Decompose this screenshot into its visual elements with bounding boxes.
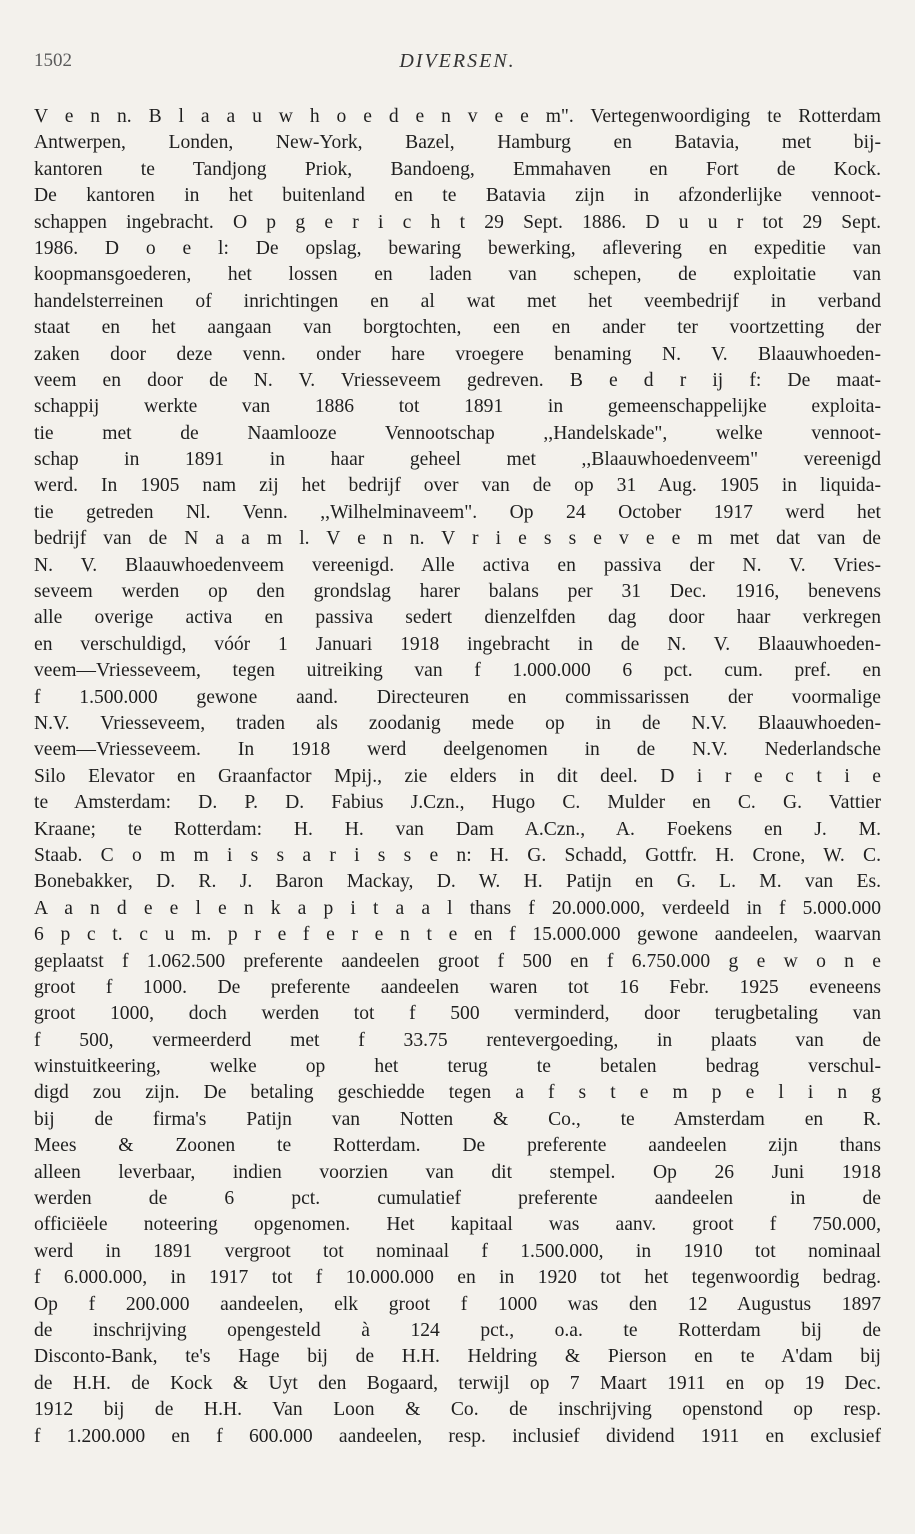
text-line: A a n d e e l e n k a p i t a a l thans f 20.000.000, verdeeld in f 5.000.000 [34,897,881,919]
page-number: 1502 [34,50,72,71]
text-line: groot 1000, doch werden tot f 500 verminderd, door terugbetaling van [34,1003,881,1025]
text-line: 6 p c t. c u m. p r e f e r e n t e en f 15.000.000 gewone aandeelen, waarvan [34,924,881,946]
text-line: te Amsterdam: D. P. D. Fabius J.Czn., Hugo C. Mulder en C. G. Vattier [34,792,881,814]
text-line: tie getreden Nl. Venn. ,,Wilhelminaveem". Op 24 October 1917 werd het [34,501,881,523]
text-line: schappen ingebracht. O p g e r i c h t 29 Sept. 1886. D u u r tot 29 Sept. [34,211,881,233]
text-line: Silo Elevator en Graanfactor Mpij., zie elders in dit deel. D i r e c t i e [34,765,881,787]
text-line: zaken door deze venn. onder hare vroegere benaming N. V. Blaauwhoeden- [34,343,881,365]
text-line: en verschuldigd, vóór 1 Januari 1918 ingebracht in de N. V. Blaauwhoeden- [34,633,881,655]
text-line: f 500, vermeerderd met f 33.75 rentevergoeding, in plaats van de [34,1029,881,1051]
text-line: De kantoren in het buitenland en te Batavia zijn in afzonderlijke vennoot- [34,185,881,207]
text-line: bij de firma's Patijn van Notten & Co., te Amsterdam en R. [34,1108,881,1130]
running-title: DIVERSEN. [399,50,516,72]
text-line: 1986. D o e l: De opslag, bewaring bewerking, aflevering en expeditie van [34,237,881,259]
text-line: f 1.500.000 gewone aand. Directeuren en commissarissen der voormalige [34,686,881,708]
text-line: Staab. C o m m i s s a r i s s e n: H. G. Schadd, Gottfr. H. Crone, W. C. [34,844,881,866]
text-line: veem en door de N. V. Vriesseveem gedreven. B e d r ij f: De maat- [34,369,881,391]
text-line: werd. In 1905 nam zij het bedrijf over van de op 31 Aug. 1905 in liquida- [34,475,881,497]
body-text [34,104,881,1450]
text-line: N. V. Blaauwhoedenveem vereenigd. Alle activa en passiva der N. V. Vries- [34,554,881,576]
text-line: schap in 1891 in haar geheel met ,,Blaauwhoedenveem" vereenigd [34,449,881,471]
text-line: Bonebakker, D. R. J. Baron Mackay, D. W. H. Patijn en G. L. M. van Es. [34,871,881,893]
text-line: werden de 6 pct. cumulatief preferente aandeelen in de [34,1188,881,1210]
text-line: Antwerpen, Londen, New-York, Bazel, Hamburg en Batavia, met bij- [34,132,881,154]
text-line: werd in 1891 vergroot tot nominaal f 1.500.000, in 1910 tot nominaal [34,1240,881,1262]
page-header [34,48,881,86]
text-line: alle overige activa en passiva sedert dienzelfden dag door haar verkregen [34,607,881,629]
text-line: seveem werden op den grondslag harer balans per 31 Dec. 1916, benevens [34,581,881,603]
text-line: digd zou zijn. De betaling geschiedde tegen a f s t e m p e l i n g [34,1082,881,1104]
text-line: de H.H. de Kock & Uyt den Bogaard, terwijl op 7 Maart 1911 en op 19 Dec. [34,1372,881,1394]
text-line: alleen leverbaar, indien voorzien van dit stempel. Op 26 Juni 1918 [34,1161,881,1183]
text-line: staat en het aangaan van borgtochten, een en ander ter voortzetting der [34,317,881,339]
text-line: f 6.000.000, in 1917 tot f 10.000.000 en in 1920 tot het tegenwoordig bedrag. [34,1267,881,1289]
text-line: V e n n. B l a a u w h o e d e n v e e m". Vertegenwoordiging te Rotterdam [34,106,881,127]
text-line: Kraane; te Rotterdam: H. H. van Dam A.Czn., A. Foekens en J. M. [34,818,881,840]
text-line: Mees & Zoonen te Rotterdam. De preferente aandeelen zijn thans [34,1135,881,1157]
text-line: schappij werkte van 1886 tot 1891 in gemeenschappelijke exploita- [34,396,881,418]
text-line: groot f 1000. De preferente aandeelen waren tot 16 Febr. 1925 eveneens [34,976,881,998]
text-line: veem—Vriesseveem, tegen uitreiking van f 1.000.000 6 pct. cum. pref. en [34,660,881,682]
text-line: bedrijf van de N a a m l. V e n n. V r i e s s e v e e m met dat van de [34,528,881,550]
text-line: geplaatst f 1.062.500 preferente aandeelen groot f 500 en f 6.750.000 g e w o n e [34,950,881,972]
text-line: winstuitkeering, welke op het terug te betalen bedrag verschul- [34,1056,881,1078]
text-line: veem—Vriesseveem. In 1918 werd deelgenomen in de N.V. Nederlandsche [34,739,881,761]
text-line: 1912 bij de H.H. Van Loon & Co. de inschrijving openstond op resp. [34,1399,881,1421]
text-line: officiëele noteering opgenomen. Het kapitaal was aanv. groot f 750.000, [34,1214,881,1236]
text-line: f 1.200.000 en f 600.000 aandeelen, resp. inclusief dividend 1911 en exclusief [34,1425,881,1447]
text-line: de inschrijving opengesteld à 124 pct., o.a. te Rotterdam bij de [34,1319,881,1341]
text-line: Op f 200.000 aandeelen, elk groot f 1000 was den 12 Augustus 1897 [34,1293,881,1315]
text-line: kantoren te Tandjong Priok, Bandoeng, Emmahaven en Fort de Kock. [34,158,881,180]
text-line: handelsterreinen of inrichtingen en al wat met het veembedrijf in verband [34,290,881,312]
text-line: tie met de Naamlooze Vennootschap ,,Handelskade", welke vennoot- [34,422,881,444]
text-line: koopmansgoederen, het lossen en laden van schepen, de exploitatie van [34,264,881,286]
text-line: N.V. Vriesseveem, traden als zoodanig mede op in de N.V. Blaauwhoeden- [34,712,881,734]
text-line: Disconto-Bank, te's Hage bij de H.H. Heldring & Pierson en te A'dam bij [34,1346,881,1368]
